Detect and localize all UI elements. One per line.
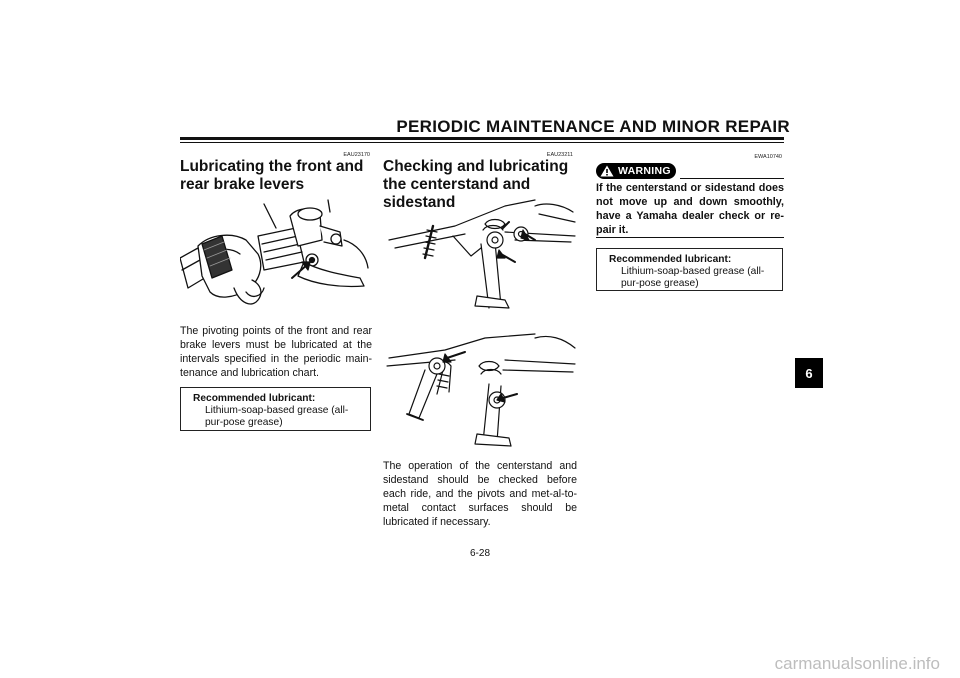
brake-lever-illustration: [180, 196, 370, 316]
section-code: EAU23170: [343, 152, 370, 158]
page-header-title: PERIODIC MAINTENANCE AND MINOR REPAIR: [396, 117, 790, 136]
warning-rule-top: [680, 178, 784, 179]
section-title-brake-levers: Lubricating the front and rear brake levers: [180, 158, 364, 193]
warning-code: EWA10740: [754, 154, 782, 160]
lubricant-text: Lithium-soap-based grease (all-pur-pose grease): [205, 405, 349, 428]
warning-rule-bottom: [596, 237, 784, 238]
warning-label: WARNING: [618, 165, 671, 177]
section-code: EAU23211: [546, 152, 573, 158]
warning-text: If the centerstand or sidestand does not move up and down smoothly, have a Yamaha dealer check or re-pair it.: [596, 182, 784, 236]
chapter-tab: 6: [795, 358, 823, 388]
section-title-stands: Checking and lubricating the centerstand and sidestand: [383, 158, 569, 211]
lubricant-text-right: Lithium-soap-based grease (all-pur-pose grease): [621, 266, 765, 289]
centerstand-illustration: [385, 196, 577, 316]
header-rule-thin: [180, 142, 784, 143]
sidestand-illustration: [385, 330, 577, 448]
page-number: 6-28: [469, 548, 490, 559]
recommended-lubricant-box-right: [596, 248, 783, 291]
brake-lever-paragraph: The pivoting points of the front and rear brake levers must be lubricated at the intervals specified in the periodic main-tenance and lubrication chart.: [180, 325, 372, 379]
lubricant-title: Recommended lubricant:: [193, 393, 316, 404]
lubricant-title-right: Recommended lubricant:: [609, 254, 732, 265]
header-rule: [180, 137, 784, 140]
footer-watermark: carmanualsonline.info: [774, 654, 940, 673]
stand-check-paragraph: The operation of the centerstand and sidestand should be checked before each ride, and the pivots and met-al-to-metal contact surfaces should be lubricated if necessary.: [383, 460, 577, 528]
warning-badge: [596, 163, 676, 179]
recommended-lubricant-box: [180, 387, 371, 431]
warning-triangle-icon: [600, 165, 614, 177]
